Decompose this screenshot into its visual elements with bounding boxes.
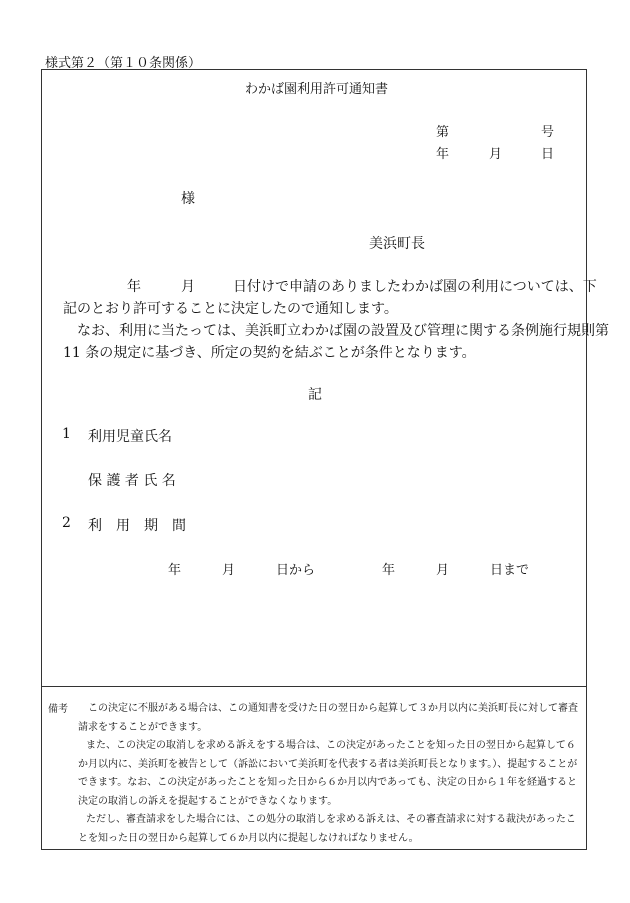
notes-paragraph-2: また、この決定の取消しを求める訴えをする場合は、この決定があったことを知った日の翌日から起算して６か月以内に、美浜町を被告として（訴訟において美浜町を代表する者は美浜町長となります。）、提起することができます。なお、この決定があったことを知った日から６か月以内であっても、決定の日から１年を経過すると決定の取消しの訴えを提起することができなくなります。 [78,740,578,807]
period-end-month: 月 [436,563,450,578]
notes-block [78,700,584,848]
ref-dai: 第 [436,125,450,140]
period-start-month: 月 [222,563,236,578]
date-month: 月 [489,147,503,162]
item-number-1: 1 [62,426,71,442]
period-start-year: 年 [168,563,182,578]
notes-paragraph-1: この決定に不服がある場合は、この通知書を受けた日の翌日から起算して３か月以内に美浜町長に対して審査請求をすることができます。 [78,703,578,733]
usage-period-label: 利 用 期 間 [88,518,186,534]
form-number-label: 様式第２（第１０条関係） [45,56,202,71]
body-year: 年 [127,279,141,295]
guardian-name-label: 保 護 者 氏 名 [88,473,176,489]
child-name-label: 利用児童氏名 [88,429,172,445]
period-end-day: 日まで [490,563,530,578]
issuer-name: 美浜町長 [369,236,425,252]
body-para2b: 11 条の規定に基づき、所定の契約を結ぶことが条件となります。 [63,345,476,361]
body-para2: なお、利用に当たっては、美浜町立わかば園の設置及び管理に関する条例施行規則第 [77,323,609,339]
date-year: 年 [436,147,450,162]
body-month: 月 [181,279,195,295]
addressee-suffix: 様 [181,191,195,207]
body-line1-rest: 日付けで申請のありましたわかば園の利用については、下 [233,279,597,295]
document-title: わかば園利用許可通知書 [245,82,389,97]
body-line2: 記のとおり許可することに決定したので通知します。 [63,301,398,317]
ki-heading: 記 [308,387,322,403]
notes-divider [41,686,587,687]
date-day: 日 [541,147,555,162]
period-start-day: 日から [276,563,316,578]
notes-label: 備考 [48,704,68,715]
ref-go: 号 [541,125,555,140]
item-number-2: 2 [62,515,71,531]
notes-paragraph-3: ただし、審査請求をした場合には、この処分の取消しを求める訴えは、その審査請求に対する裁決があったことを知った日の翌日から起算して６か月以内に提起しなければなりません。 [78,814,576,844]
period-end-year: 年 [382,563,396,578]
